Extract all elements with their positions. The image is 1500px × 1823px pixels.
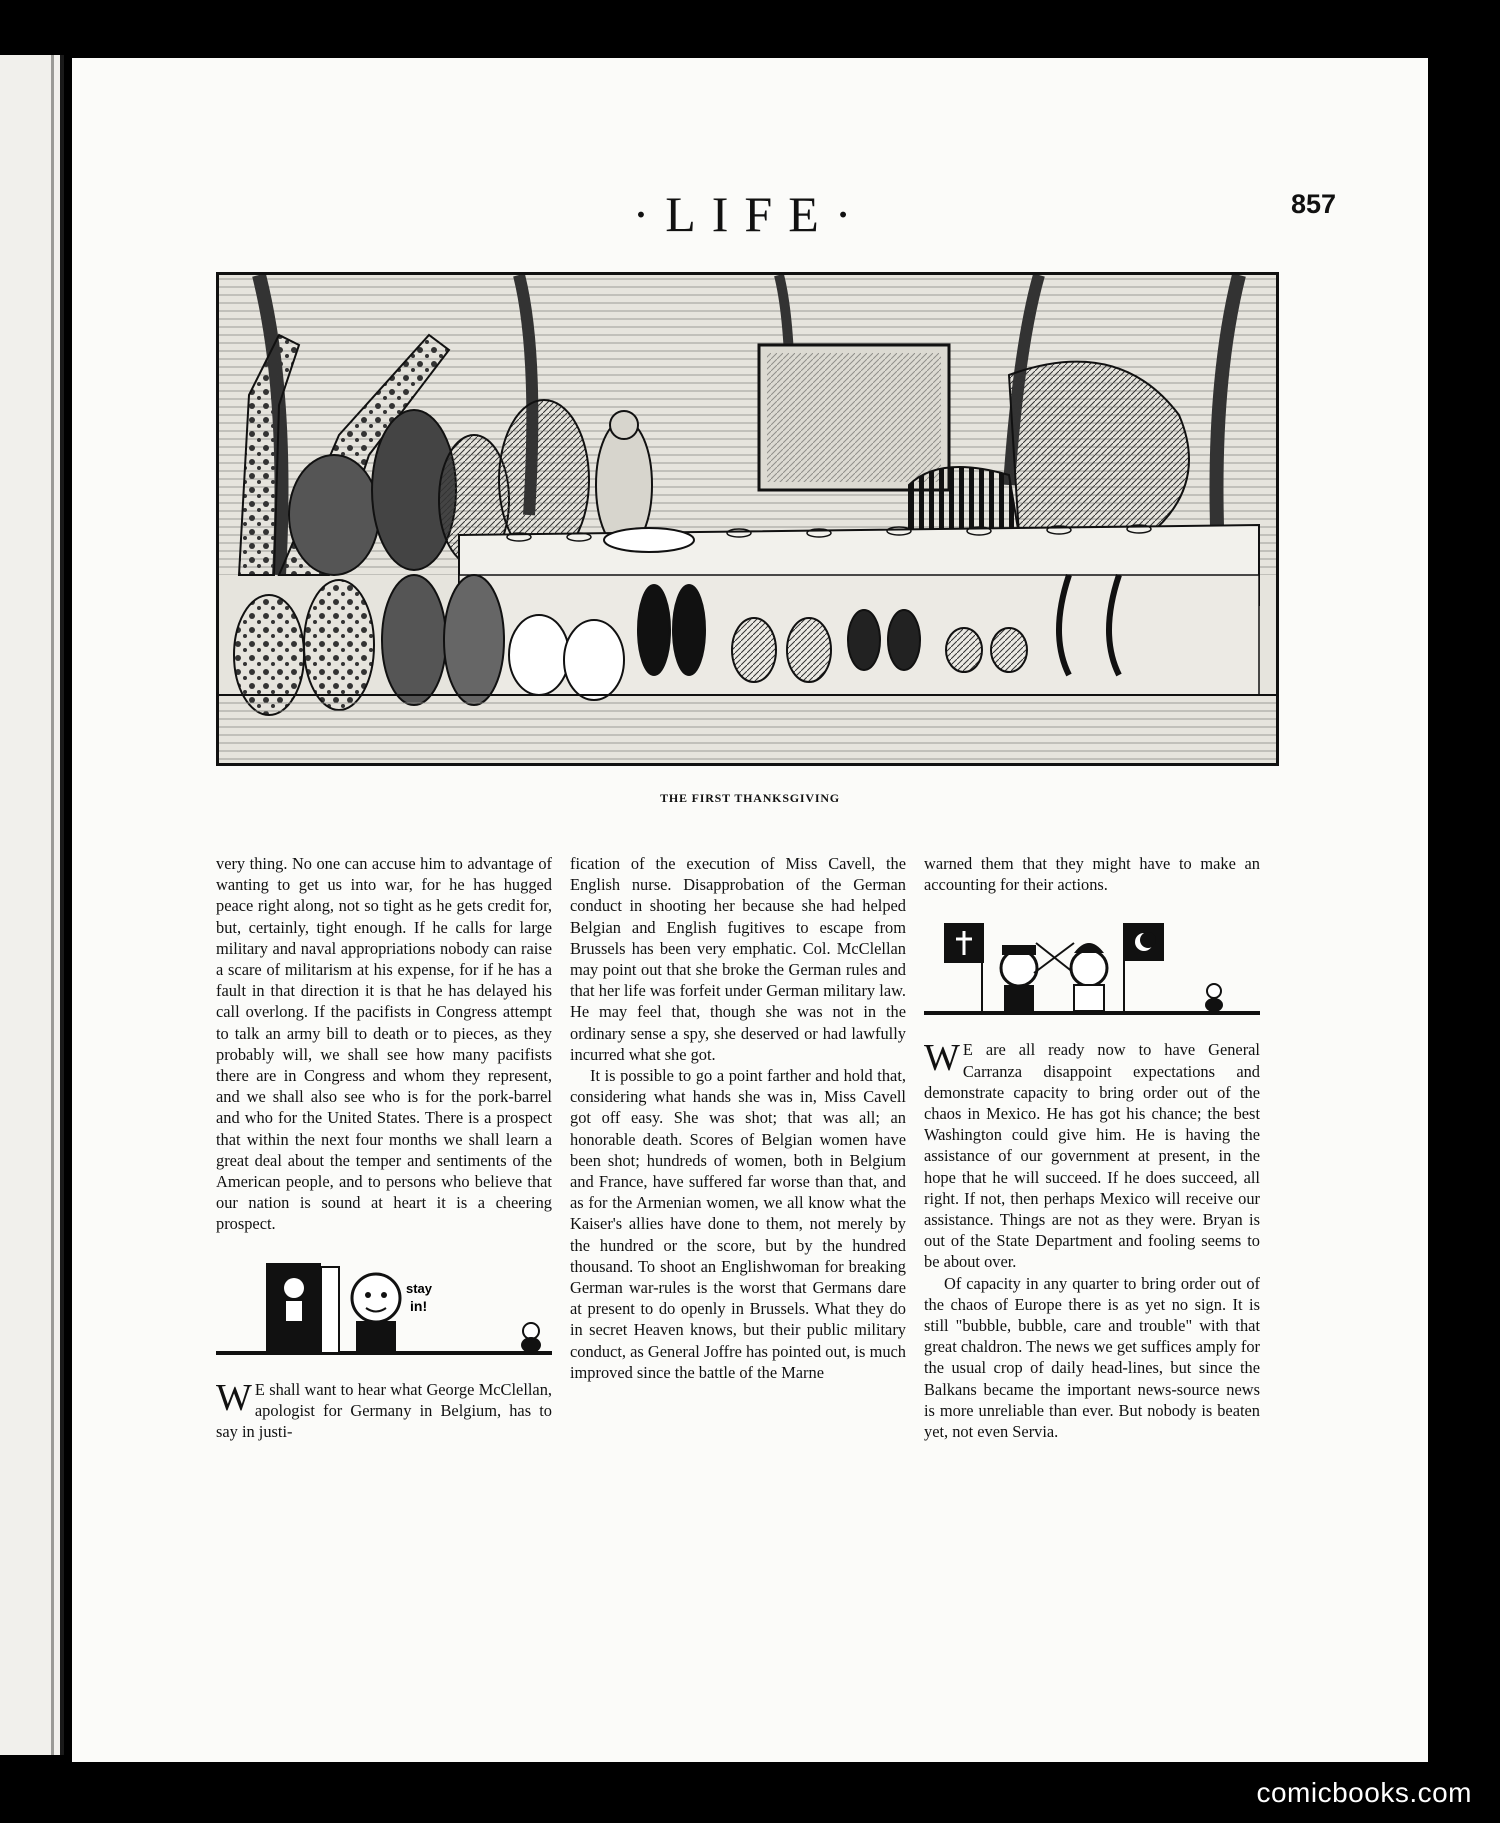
magazine-page (72, 58, 1428, 1762)
column2-paragraph-2: It is possible to go a point farther and hold that, considering what hands she was in, Miss Cavell got off easy. She was shot; that was all; an honorable death. Scores of Belgian women have been shot; hundreds of women, both in Belgium and France, have suffered far worse than that, and as for the Armenian women, we all know what the Kaiser's allies have done to them, not merely by the hundred or the score, but by the hundred thousand. To shoot an Englishwoman for breaking German war-rules is the worst that Germans dare at present to do openly in Brussels. What they do in secret Heaven knows, but their public military conduct, as General Joffre has pointed out, is much improved since the battle of the Marne (570, 1066, 906, 1382)
site-watermark: comicbooks.com (1256, 1777, 1472, 1808)
drop-cap: W (216, 1376, 252, 1419)
ark-dinner-drawing (219, 275, 1276, 763)
column1-paragraph-2 (216, 1376, 552, 1443)
column1-paragraph-1: very thing. No one can accuse him to advantage of wanting to get us into war, for he has hugged peace right along, not so tight as he gets credit for, but, certainly, tight enough. If he calls for large military and naval appropriations nobody can raise a scare of militarism at his expense, for if he has a fault in that direction it is that he has delayed his call overlong. If the pacifists in Congress attempt to talk an army bill to death or to pieces, as they probably will, we shall see how many pacifists there are in Congress and whom they represent, and we shall also see who is for the pork-barrel and who for the United States. There is a prospect that within the next four months we shall learn a great deal about the temper and sentiments of the American people, and to persons who believe that our nation is sound at heart it is a cheering prospect. (216, 854, 552, 1234)
article-column-1 (216, 853, 552, 1442)
stay-in-vignette (216, 1253, 552, 1365)
article-column-3 (924, 853, 1260, 1442)
masthead-title: ·LIFE· (632, 186, 868, 242)
column2-paragraph-1: fication of the execution of Miss Cavell, the English nurse. Disapprobation of the German conduct in shooting her because she had helped Belgian and English fugitives to escape from Brussels has been very emphatic. Col. McClellan may point out that she broke the German rules and that her life was forfeit under German military law. He may feel that, though she was not in the ordinary sense a spy, she deserved or had lawfully incurred what she got. (570, 854, 906, 1064)
flags-duel-vignette (924, 913, 1260, 1025)
illustration-caption: THE FIRST THANKSGIVING (660, 791, 840, 805)
column3-paragraph-1: warned them that they might have to make an accounting for their actions. (924, 854, 1260, 895)
svg-text:stay: stay (406, 1280, 433, 1296)
article-column-2 (570, 853, 906, 1383)
column3-paragraph-2 (924, 1039, 1260, 1272)
drop-cap: W (924, 1037, 960, 1080)
illustration-first-thanksgiving (216, 272, 1279, 766)
column3-paragraph-3: Of capacity in any quarter to bring order out of the chaos of Europe there is as yet no sign. It is still "bubble, bubble, care and trouble" with that great chaldron. The news we get suffices amply for the usual crop of daily head-lines, but since the Balkans became the important news-source news is more unreliable than ever. But nobody is beaten yet, not even Servia. (924, 1273, 1260, 1442)
page-number: 857 (1290, 189, 1336, 219)
svg-text:in!: in! (410, 1297, 428, 1314)
adjacent-page-edge (0, 55, 64, 1755)
column1-paragraph-2-text: E shall want to hear what George McClellan, apologist for Germany in Belgium, has to say in justi- (216, 1379, 552, 1442)
column3-paragraph-2-text: E are all ready now to have General Carranza disappoint expectations and demonstrate capacity to bring order out of the chaos in Mexico. He has got his chance; the best Washington could give him. He is having the assistance of our government at present, in the hope that he will succeed. If he does succeed, all right. If not, then perhaps Mexico will receive our assistance. Things are not as they were. Bryan is out of the State Department and fooling seems to be about over. (924, 1040, 1260, 1272)
